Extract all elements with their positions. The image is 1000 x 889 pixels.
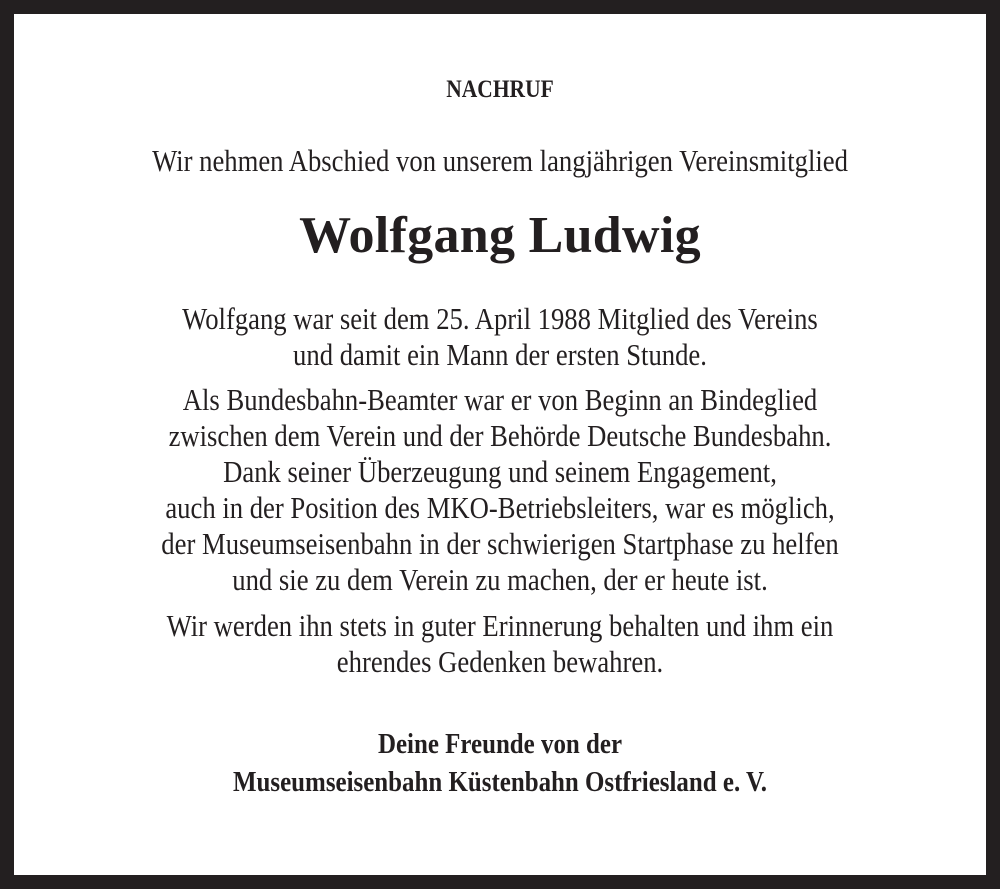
paragraph-2-line-3: Dank seiner Überzeugung und seinem Engagement, [223,454,777,489]
intro-text: Wir nehmen Abschied von unserem langjährigen Vereinsmitglied [152,143,848,178]
paragraph-3-line-1: Wir werden ihn stets in guter Erinnerung behalten und ihm ein [166,608,834,643]
paragraph-2-line-1: Als Bundesbahn-Beamter war er von Beginn an Bindeglied [182,382,818,417]
signature-line-2: Museumseisenbahn Küstenbahn Ostfriesland e. V. [232,766,768,798]
paragraph-2-line-6: und sie zu dem Verein zu machen, der er heute ist. [232,562,768,597]
paragraph-3-line-2: ehrendes Gedenken bewahren. [336,644,664,679]
paragraph-2-line-4: auch in der Position des MKO-Betriebsleiters, war es möglich, [165,490,835,525]
notice-heading: NACHRUF [446,76,554,103]
paragraph-1-line-2: und damit ein Mann der ersten Stunde. [293,337,707,372]
paragraph-2-line-5: der Museumseisenbahn in der schwierigen Startphase zu helfen [161,526,839,561]
deceased-name: Wolfgang Ludwig [299,207,701,264]
obituary-notice [14,14,986,875]
signature-line-1: Deine Freunde von der [377,728,623,760]
paragraph-2-line-2: zwischen dem Verein und der Behörde Deutsche Bundesbahn. [168,418,832,453]
paragraph-1-line-1: Wolfgang war seit dem 25. April 1988 Mitglied des Vereins [182,301,818,336]
